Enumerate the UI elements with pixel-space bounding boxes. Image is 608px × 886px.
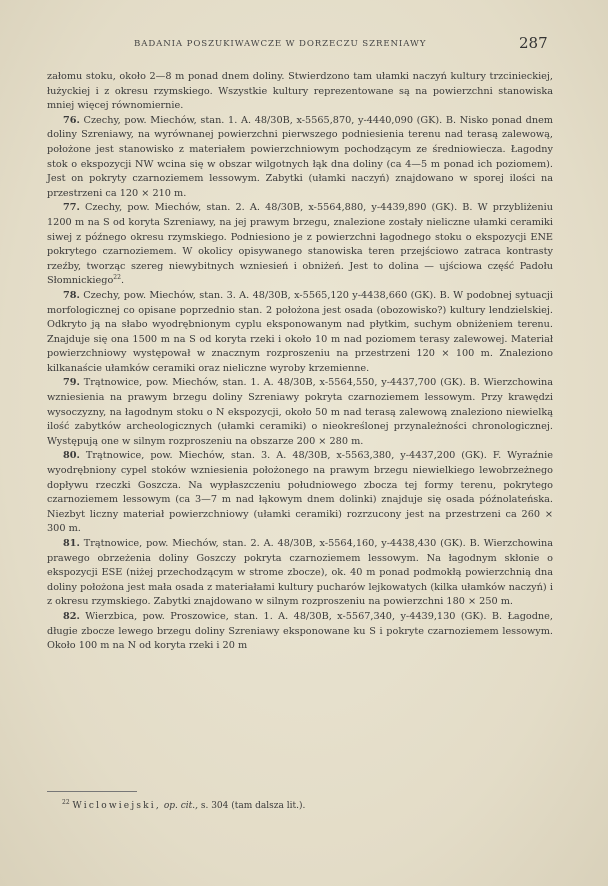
site-entry-80 xyxy=(47,449,553,537)
entry-number: 78. xyxy=(63,289,80,301)
entry-text: Trątnowice, pow. Miechów, stan. 1. A. 48/30B, x-5564,550, y-4437,700 (GK). B. Wierzchowina wzniesienia na prawym brzegu doliny Szreniawy pokryta czarnoziemem lessowym. Przy krawędzi wysoczyzny, na łagodnym stoku o N ekspozycji, około 50 m nad terasą zalewową znaleziono niewielką ilość zabytków archeologicznych (ułamki ceramiki) o nieokreślonej przynależności chronologicznej. Występują one w silnym rozproszeniu na obszarze 200 × 280 m. xyxy=(47,377,553,447)
entry-number: 81. xyxy=(63,538,80,549)
site-entry-76 xyxy=(47,114,553,202)
entry-text: Trątnowice, pow. Miechów, stan. 2. A. 48/30B, x-5564,160, y-4438,430 (GK). B. Wierzchowina prawego obrzeżenia doliny Goszczy pokryta czarnoziemem lessowym. Na łagodnym skłonie o ekspozycji ESE (niżej przechodzącym w strome zbocze), ok. 40 m ponad podmokłą powierzchnią dna doliny położona jest mała osada z materiałami kultury pucharów lejkowatych (kilka ułamków naczyń) i z okresu rzymskiego. Zabytki znajdowano w silnym rozproszeniu na powierzchni 180 × 250 m. xyxy=(47,538,553,608)
site-entry-82 xyxy=(47,610,553,654)
footnote-number: 22 xyxy=(62,799,70,806)
entry-text: Czechy, pow. Miechów, stan. 2. A. 48/30B, x-5564,880, y-4439,890 (GK). B. W przybliżeniu 1200 m na S od koryta Szreniawy, na jej prawym brzegu, znalezione zostały nieliczne ułamki ceramiki siwej z późnego okresu rzymskiego. Podniesiono je z powierzchni łagodnego stoku o ekspozycji ENE pokrytego czarnoziemem. W okolicy opisywanego stanowiska teren przejściowo zatraca kontrasty rzeźby, tworząc szereg niewybitnych wzniesień i obniżeń. Jest to dolina — ujściowa część Padołu Słomnickiego xyxy=(47,202,553,287)
running-head: BADANIA POSZUKIWAWCZE W DORZECZU SZRENIAWY xyxy=(134,39,427,49)
footnote-divider xyxy=(47,791,137,792)
footnote-text: s. 304 (tam dalsza lit.). xyxy=(200,801,306,811)
footnote-source: op. cit., xyxy=(163,801,198,811)
site-entry-81 xyxy=(47,537,553,610)
entry-number: 82. xyxy=(63,610,80,622)
site-entry-79 xyxy=(47,376,553,449)
entry-number: 77. xyxy=(63,202,80,214)
site-entry-78 xyxy=(47,289,553,377)
page-number: 287 xyxy=(519,34,548,52)
entry-text: Trątnowice, pow. Miechów, stan. 3. A. 48/30B, x-5563,380, y-4437,200 (GK). F. Wyraźnie wyodrębniony cypel stoków wzniesienia położonego na prawym brzegu niewielkiego lewobrzeżnego dopływu rzeczki Goszcza. Na wypłaszczeniu południowego zbocza tej formy terenu, pokrytego czarnoziemem lessowym (ca 3—7 m nad łąkowym dnem dolinki) znajduje się osada późnolateńska. Niezbyt liczny materiał powierzchniowy (ułamki ceramiki) rozrzucony jest na przestrzeni ca 260 × 300 m. xyxy=(47,450,553,535)
footnote-author: Wiclowiejski, xyxy=(72,801,161,811)
footnote-ref: 22 xyxy=(113,274,121,282)
page-body xyxy=(47,70,553,654)
intro-paragraph: załomu stoku, około 2—8 m ponad dnem doliny. Stwierdzono tam ułamki naczyń kultury trzcinieckiej, łużyckiej i z okresu rzymskiego. Wszystkie kultury reprezentowane są na powierzchni stanowiska mniej więcej równomiernie. xyxy=(47,71,553,112)
entry-text: Wierzbica, pow. Proszowice, stan. 1. A. 48/30B, x-5567,340, y-4439,130 (GK). B. Łagodne, długie zbocze lewego brzegu doliny Szreniawy eksponowane ku S i pokryte czarnoziemem lessowym. Około 100 m na N od koryta rzeki i 20 m xyxy=(47,610,553,652)
entry-text: Czechy, pow. Miechów, stan. 1. A. 48/30B, x-5565,870, y-4440,090 (GK). B. Nisko ponad dnem doliny Szreniawy, na wyrównanej powierzchni pierwszego podniesienia terenu nad terasą zalewową, położone jest stanowisko z materiałem powierzchniowym pochodzącym ze średniowiecza. Łagodny stok o ekspozycji NW wcina się w obszar wilgotnych łąk dna doliny (ca 4—5 m ponad ich poziomem). Jest on pokryty czarnoziemem lessowym. Zabytki (ułamki naczyń) znajdowano w sporej ilości na przestrzeni ca 120 × 210 m. xyxy=(47,114,553,199)
page-header xyxy=(0,34,608,58)
entry-number: 79. xyxy=(63,377,80,389)
entry-number: 80. xyxy=(63,450,80,462)
entry-text-end: . xyxy=(120,275,125,287)
site-entry-77 xyxy=(47,201,553,289)
footnote xyxy=(62,800,542,812)
entry-number: 76. xyxy=(63,114,80,126)
entry-text: Czechy, pow. Miechów, stan. 3. A. 48/30B, x-5565,120 y-4438,660 (GK). B. W podobnej sytuacji morfologicznej co opisane poprzednio stan. 2 położona jest osada (obozowisko?) kultury lendzielskiej. Odkryto ją na słabo wyodrębnionym cyplu eksponowanym nad płytkim, suchym obniżeniem terenu. Znajduje się ona 1500 m na S od koryta rzeki i około 10 m nad poziomem terasy zalewowej. Materiał powierzchniowy występował w znacznym rozproszeniu na przestrzeni 120 × 100 m. Znaleziono kilkanaście ułamków ceramiki oraz nieliczne wyroby krzemienne. xyxy=(47,289,553,374)
